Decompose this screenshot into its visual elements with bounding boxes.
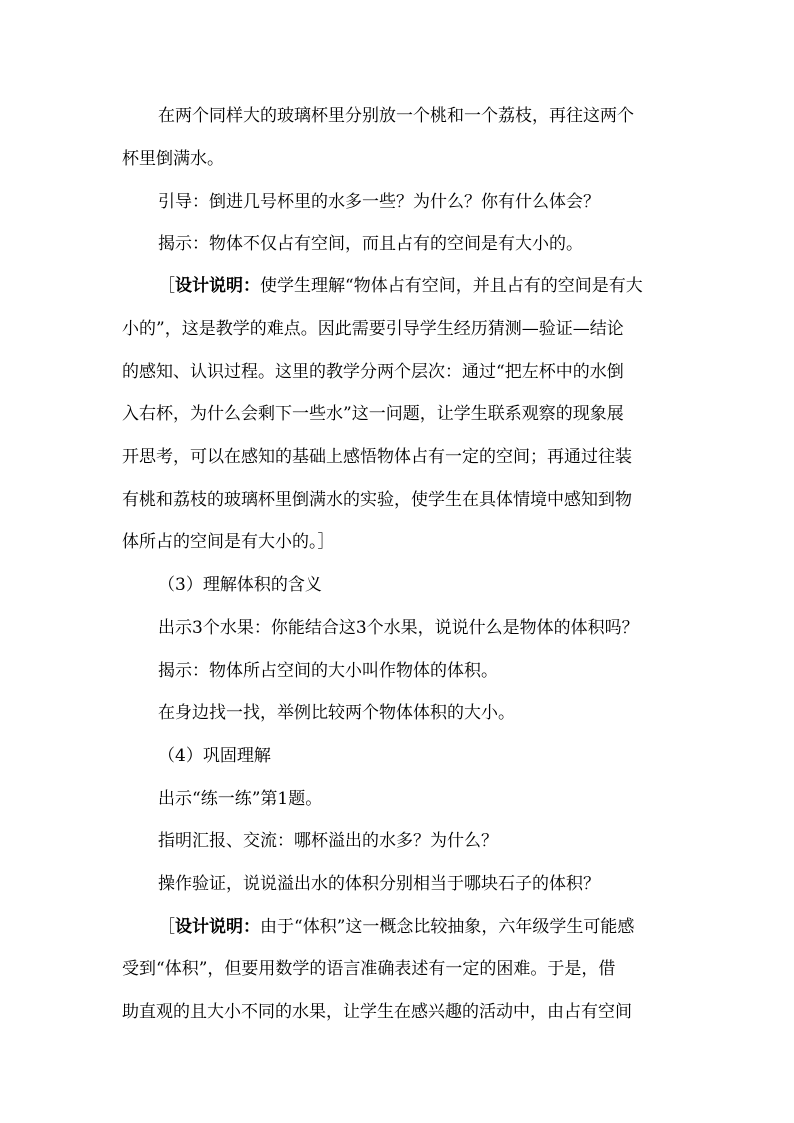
paragraph-line: 出示3个水果：你能结合这3个水果，说说什么是物体的体积吗？ — [158, 618, 639, 638]
paragraph-line: 出示“练一练”第1题。 — [158, 789, 323, 809]
design-note-text: 使学生理解“物体占有空间，并且占有的空间是有大 — [260, 276, 643, 296]
paragraph-line: 体所占的空间是有大小的。］ — [122, 532, 335, 552]
paragraph-line: 在身边找一找，举例比较两个物体体积的大小。 — [158, 703, 515, 723]
paragraph-line: 杯里倒满水。 — [122, 149, 224, 169]
design-note-line — [158, 274, 682, 298]
paragraph-line: 的感知、认识过程。这里的教学分两个层次：通过“把左杯中的水倒 — [122, 362, 624, 382]
paragraph-line: 受到“体积”，但要用数学的语言准确表述有一定的困难。于是，借 — [122, 959, 616, 979]
paragraph-line: 指明汇报、交流：哪杯溢出的水多？为什么？ — [158, 831, 498, 851]
paragraph-line: 有桃和荔枝的玻璃杯里倒满水的实验，使学生在具体情境中感知到物 — [122, 490, 632, 510]
design-note-label: 设计说明： — [175, 276, 260, 296]
section-heading: （4）巩固理解 — [158, 746, 271, 766]
design-note-line — [158, 915, 682, 939]
paragraph-line: 操作验证，说说溢出水的体积分别相当于哪块石子的体积？ — [158, 874, 600, 894]
paragraph-line: 在两个同样大的玻璃杯里分别放一个桃和一个荔枝，再往这两个 — [158, 106, 634, 126]
design-note-label: 设计说明： — [175, 917, 260, 937]
paragraph-line: 揭示：物体所占空间的大小叫作物体的体积。 — [158, 661, 498, 681]
section-heading: （3）理解体积的含义 — [158, 575, 322, 595]
paragraph-line: 开思考，可以在感知的基础上感悟物体占有一定的空间；再通过往装 — [122, 447, 632, 467]
paragraph-line: 引导：倒进几号杯里的水多一些？为什么？你有什么体会？ — [158, 192, 600, 212]
paragraph-line: 助直观的且大小不同的水果，让学生在感兴趣的活动中，由占有空间 — [122, 1002, 632, 1022]
paragraph-line: 小的”，这是教学的难点。因此需要引导学生经历猜测—验证—结论 — [122, 319, 624, 339]
paragraph-line: 揭示：物体不仅占有空间，而且占有的空间是有大小的。 — [158, 234, 583, 254]
design-note-text: 由于“体积”这一概念比较抽象，六年级学生可能感 — [260, 917, 635, 937]
paragraph-line: 入右杯，为什么会剩下一些水”这一问题，让学生联系观察的现象展 — [122, 404, 624, 424]
bracket-open: ［ — [158, 276, 175, 296]
bracket-open: ［ — [158, 917, 175, 937]
